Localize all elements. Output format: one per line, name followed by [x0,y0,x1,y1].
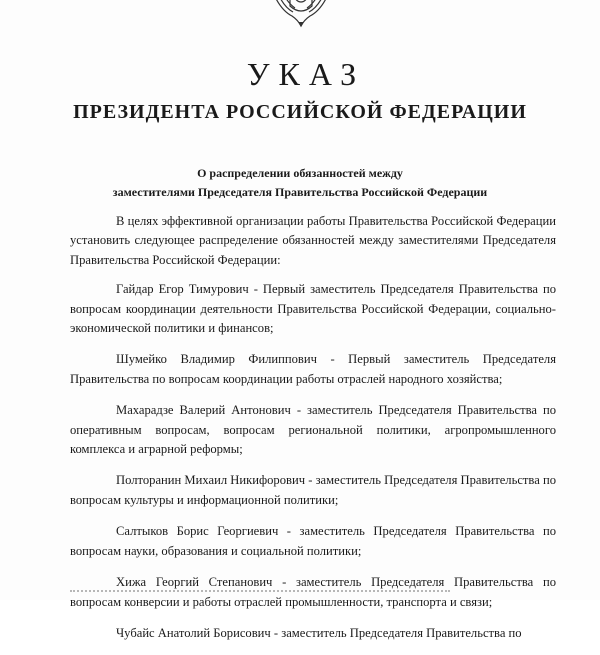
decree-heading [0,164,600,202]
decree-subtitle: ПРЕЗИДЕНТА РОССИЙСКОЙ ФЕДЕРАЦИИ [73,101,527,123]
decree-body [70,212,556,655]
page-cut-edge [70,590,450,598]
decree-title: УКАЗ [246,56,366,92]
paragraph-gaidar: Гайдар Егор Тимурович - Первый заместитель Председателя Правительства по вопросам координации деятельности Правительства Российской Федерации, социально-экономической политики и финансов; [70,282,556,336]
paragraph-shumeiko: Шумейко Владимир Филиппович - Первый заместитель Председателя Правительства по вопросам координации работы отраслей народного хозяйства; [70,352,556,386]
paragraph-chubais: Чубайс Анатолий Борисович - заместитель Председателя Правительства по [116,625,522,640]
heading-line-1: О распределении обязанностей между [197,166,403,180]
paragraph-khizha: Хижа Георгий Степанович - заместитель Председателя Правительства по вопросам конверсии и работы отраслей промышленности, транспорта и связи; [70,575,556,609]
heading-line-2: заместителями Председателя Правительства Российской Федерации [112,185,488,199]
paragraph-saltykov: Салтыков Борис Георгиевич - заместитель Председателя Правительства по вопросам науки, образования и социальной политики; [70,524,556,558]
coat-of-arms-icon [268,0,334,28]
intro-paragraph: В целях эффективной организации работы Правительства Российской Федерации установить следующее распределение обязанностей между заместителями Председателя Правительства Российской Федерации: [70,214,556,267]
paragraph-poltoranin: Полторанин Михаил Никифорович - заместитель Председателя Правительства по вопросам культуры и информационной политики; [70,473,556,507]
paragraph-makharadze: Махарадзе Валерий Антонович - заместитель Председателя Правительства по оперативным вопросам, вопросам региональной политики, агропромышленного комплекса и аграрной реформы; [70,403,556,457]
